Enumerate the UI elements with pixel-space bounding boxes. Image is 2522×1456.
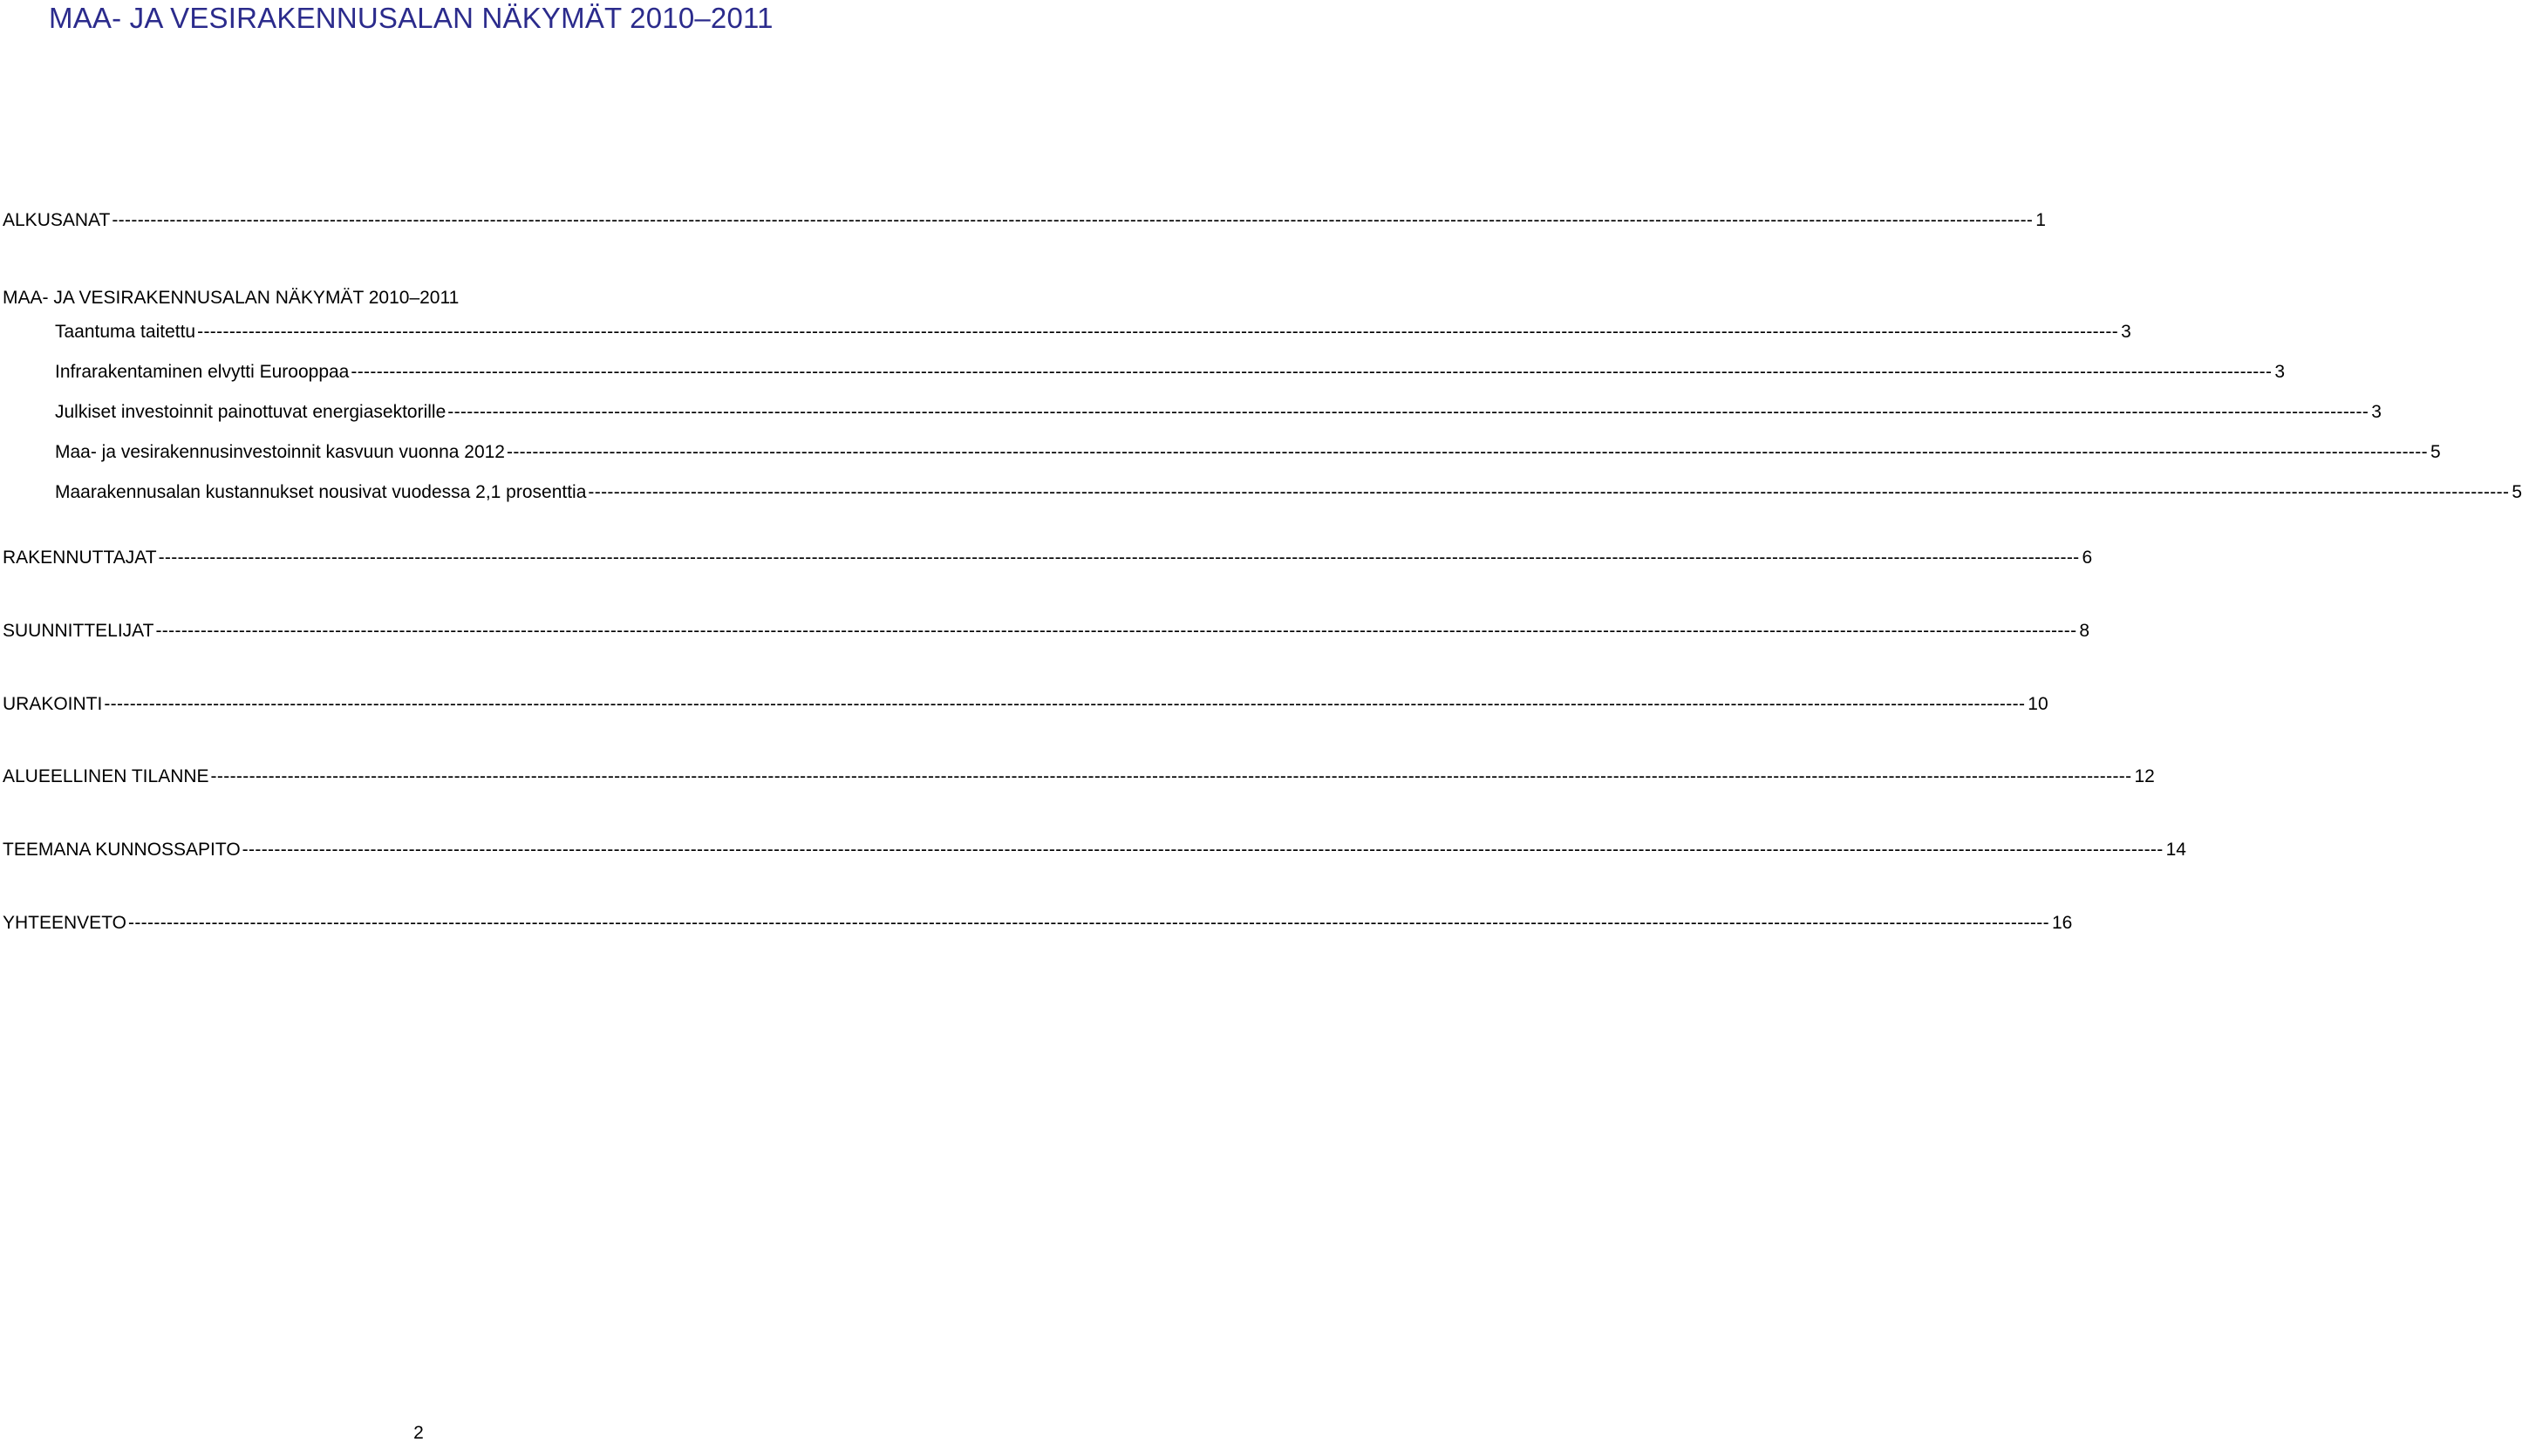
toc-entry-infrarakentaminen[interactable] — [55, 357, 2286, 384]
toc-entry-rakennuttajat[interactable] — [3, 543, 2093, 569]
toc-entry-label: ALUEELLINEN TILANNE — [3, 766, 209, 786]
toc-entry-label: Maarakennusalan kustannukset nousivat vuodessa 2,1 prosenttia — [55, 482, 587, 502]
toc-entry-label: Taantuma taitettu — [55, 322, 196, 342]
toc-entry-page: 16 — [2051, 913, 2073, 933]
toc-entry-kustannukset[interactable] — [55, 478, 2522, 504]
toc-leader-dots: ------------------------------------------------------------------------------------------------------------------------------------------------------------------------------------------------------------------------------------------------------------------------------------------------------------ — [351, 362, 2273, 382]
toc-leader-dots: ------------------------------------------------------------------------------------------------------------------------------------------------------------------------------------------------------------------------------------------------------------------------------------------------------------ — [210, 766, 2132, 786]
toc-entry-page: 10 — [2028, 694, 2048, 714]
toc-entry-label: RAKENNUTTAJAT — [3, 548, 157, 568]
toc-entry-investoinnit-kasvuun[interactable] — [55, 438, 2441, 464]
toc-entry-page: 6 — [2082, 548, 2093, 568]
toc-entry-page: 3 — [2121, 322, 2131, 342]
toc-entry-page: 12 — [2134, 766, 2155, 786]
toc-entry-page: 5 — [2430, 442, 2441, 462]
toc-entry-label: Julkiset investoinnit painottuvat energiasektorille — [55, 402, 446, 422]
toc-entry-label: Infrarakentaminen elvytti Eurooppaa — [55, 362, 350, 382]
toc-entry-label: ALKUSANAT — [3, 210, 111, 230]
toc-entry-taantuma-taitettu[interactable] — [55, 317, 2131, 344]
toc-leader-dots: ------------------------------------------------------------------------------------------------------------------------------------------------------------------------------------------------------------------------------------------------------------------------------------------------------------ — [155, 621, 2077, 641]
toc-entry-yhteenveto[interactable] — [3, 908, 2073, 935]
toc-entry-alueellinen-tilanne[interactable] — [3, 762, 2155, 788]
document-title: MAA- JA VESIRAKENNUSALAN NÄKYMÄT 2010–2011 — [49, 2, 774, 34]
toc-entry-label: YHTEENVETO — [3, 913, 126, 933]
toc-entry-label: Maa- ja vesirakennusinvestoinnit kasvuun vuonna 2012 — [55, 442, 505, 462]
toc-entry-julkiset-investoinnit[interactable] — [55, 398, 2382, 424]
toc-entry-label: TEEMANA KUNNOSSAPITO — [3, 840, 241, 860]
page-number: 2 — [413, 1423, 424, 1443]
toc-entry-teemana-kunnossapito[interactable] — [3, 835, 2186, 861]
toc-entry-page: 1 — [2035, 210, 2046, 230]
toc-leader-dots: ------------------------------------------------------------------------------------------------------------------------------------------------------------------------------------------------------------------------------------------------------------------------------------------------------------ — [158, 548, 2080, 568]
toc-leader-dots: ------------------------------------------------------------------------------------------------------------------------------------------------------------------------------------------------------------------------------------------------------------------------------------------------------------ — [127, 913, 2049, 933]
toc-leader-dots: ------------------------------------------------------------------------------------------------------------------------------------------------------------------------------------------------------------------------------------------------------------------------------------------------------------ — [112, 210, 2034, 230]
toc-entry-urakointi[interactable] — [3, 690, 2048, 716]
toc-entry-page: 3 — [2371, 402, 2382, 422]
toc-leader-dots: ------------------------------------------------------------------------------------------------------------------------------------------------------------------------------------------------------------------------------------------------------------------------------------------------------------ — [447, 402, 2369, 422]
toc-leader-dots: ------------------------------------------------------------------------------------------------------------------------------------------------------------------------------------------------------------------------------------------------------------------------------------------------------------ — [104, 694, 2026, 714]
toc-entry-alkusanat[interactable] — [3, 206, 2046, 232]
toc-section-heading[interactable]: MAA- JA VESIRAKENNUSALAN NÄKYMÄT 2010–2011 — [3, 288, 460, 308]
toc-entry-page: 14 — [2165, 840, 2186, 860]
toc-entry-label: URAKOINTI — [3, 694, 103, 714]
toc-leader-dots: ------------------------------------------------------------------------------------------------------------------------------------------------------------------------------------------------------------------------------------------------------------------------------------------------------------ — [242, 840, 2164, 860]
toc-leader-dots: ------------------------------------------------------------------------------------------------------------------------------------------------------------------------------------------------------------------------------------------------------------------------------------------------------------ — [588, 482, 2510, 502]
toc-entry-page: 8 — [2079, 621, 2090, 641]
toc-entry-suunnittelijat[interactable] — [3, 616, 2090, 643]
toc-leader-dots: ------------------------------------------------------------------------------------------------------------------------------------------------------------------------------------------------------------------------------------------------------------------------------------------------------------ — [197, 322, 2119, 342]
toc-entry-page: 3 — [2274, 362, 2286, 382]
toc-entry-label: SUUNNITTELIJAT — [3, 621, 154, 641]
toc-leader-dots: ------------------------------------------------------------------------------------------------------------------------------------------------------------------------------------------------------------------------------------------------------------------------------------------------------------ — [507, 442, 2428, 462]
toc-entry-page: 5 — [2512, 482, 2522, 502]
